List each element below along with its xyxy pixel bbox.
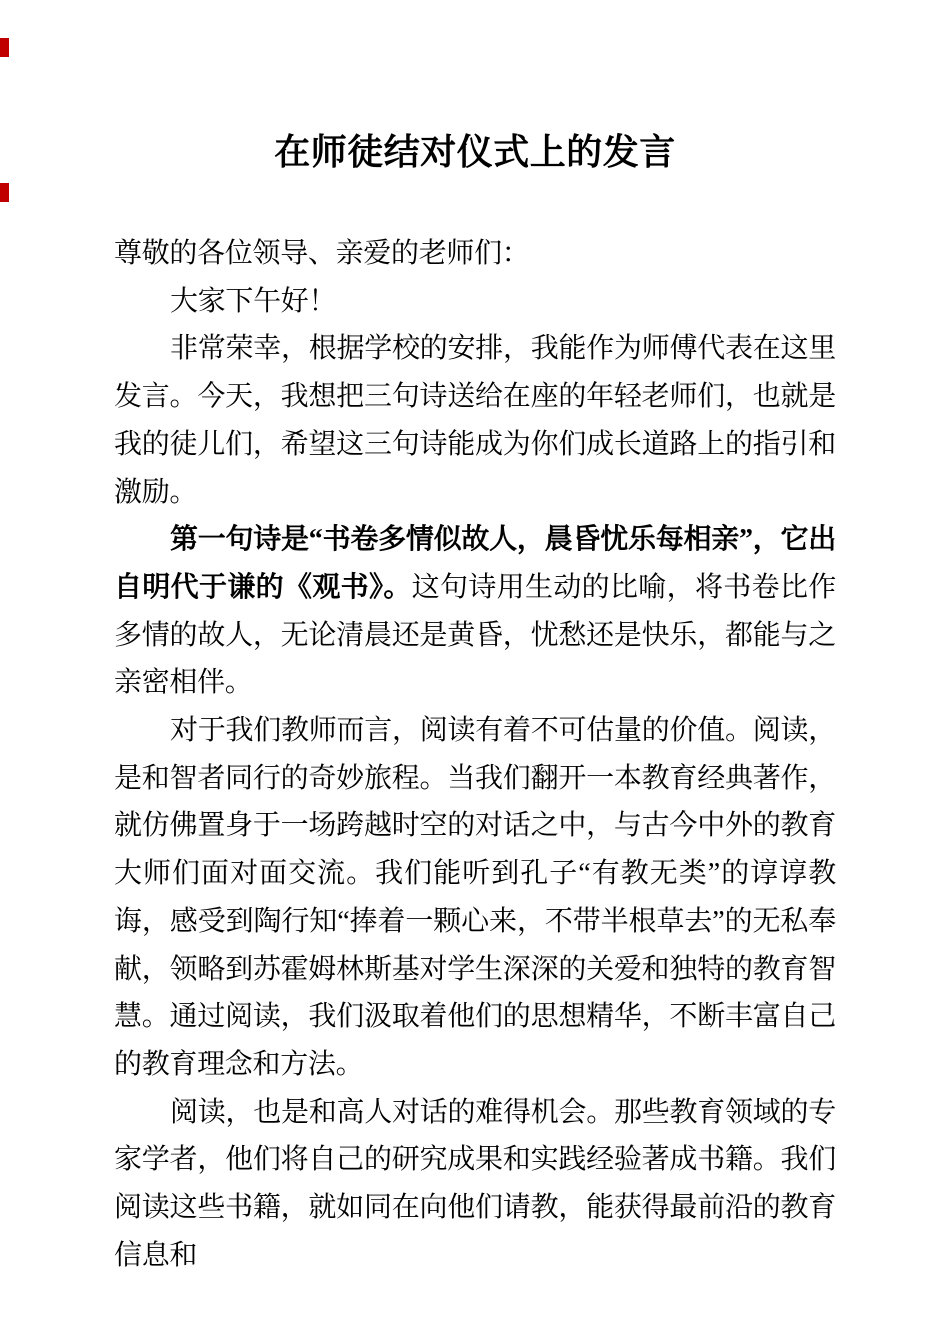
text-run: 阅读，也是和高人对话的难得机会。那些教育领域的专家学者，他们将自己的研究成果和实践经验著成书籍。我们阅读这些书籍，就如同在向他们请教，能获得最前沿的教育信息和 xyxy=(114,1096,836,1271)
text-run: 非常荣幸，根据学校的安排，我能作为师傅代表在这里发言。今天，我想把三句诗送给在座的年轻老师们，也就是我的徒儿们，希望这三句诗能成为你们成长道路上的指引和激励。 xyxy=(114,333,836,508)
text-run: 大家下午好！ xyxy=(170,285,337,317)
text-run: 这句诗用生动的比喻，将书卷比作多情的故人，无论清晨还是黄昏，忧愁还是快乐，都能与之亲密相伴。 xyxy=(114,571,836,699)
bold-text-run: 第一句诗是“书卷多情似故人，晨昏忧乐每相亲”，它出自明代于谦的《观书》。 xyxy=(114,524,836,603)
document-body xyxy=(114,230,836,1279)
paragraph xyxy=(114,516,836,707)
text-run: 尊敬的各位领导、亲爱的老师们： xyxy=(114,238,530,269)
red-edge-mark-bottom xyxy=(0,183,9,202)
paragraph xyxy=(114,1089,836,1280)
text-run: 对于我们教师而言，阅读有着不可估量的价值。阅读，是和智者同行的奇妙旅程。当我们翻开一本教育经典著作，就仿佛置身于一场跨越时空的对话之中，与古今中外的教育大师们面对面交流。我们能听到孔子“有教无类”的谆谆教诲，感受到陶行知“捧着一颗心来，不带半根草去”的无私奉献，领略到苏霍姆林斯基对学生深深的关爱和独特的教育智慧。通过阅读，我们汲取着他们的思想精华，不断丰富自己的教育理念和方法。 xyxy=(114,715,836,1080)
page-title: 在师徒结对仪式上的发言 xyxy=(274,132,676,172)
red-edge-mark-top xyxy=(0,38,9,57)
paragraph xyxy=(114,278,836,326)
paragraph xyxy=(114,230,836,278)
paragraph xyxy=(114,707,836,1089)
paragraph xyxy=(114,325,836,516)
